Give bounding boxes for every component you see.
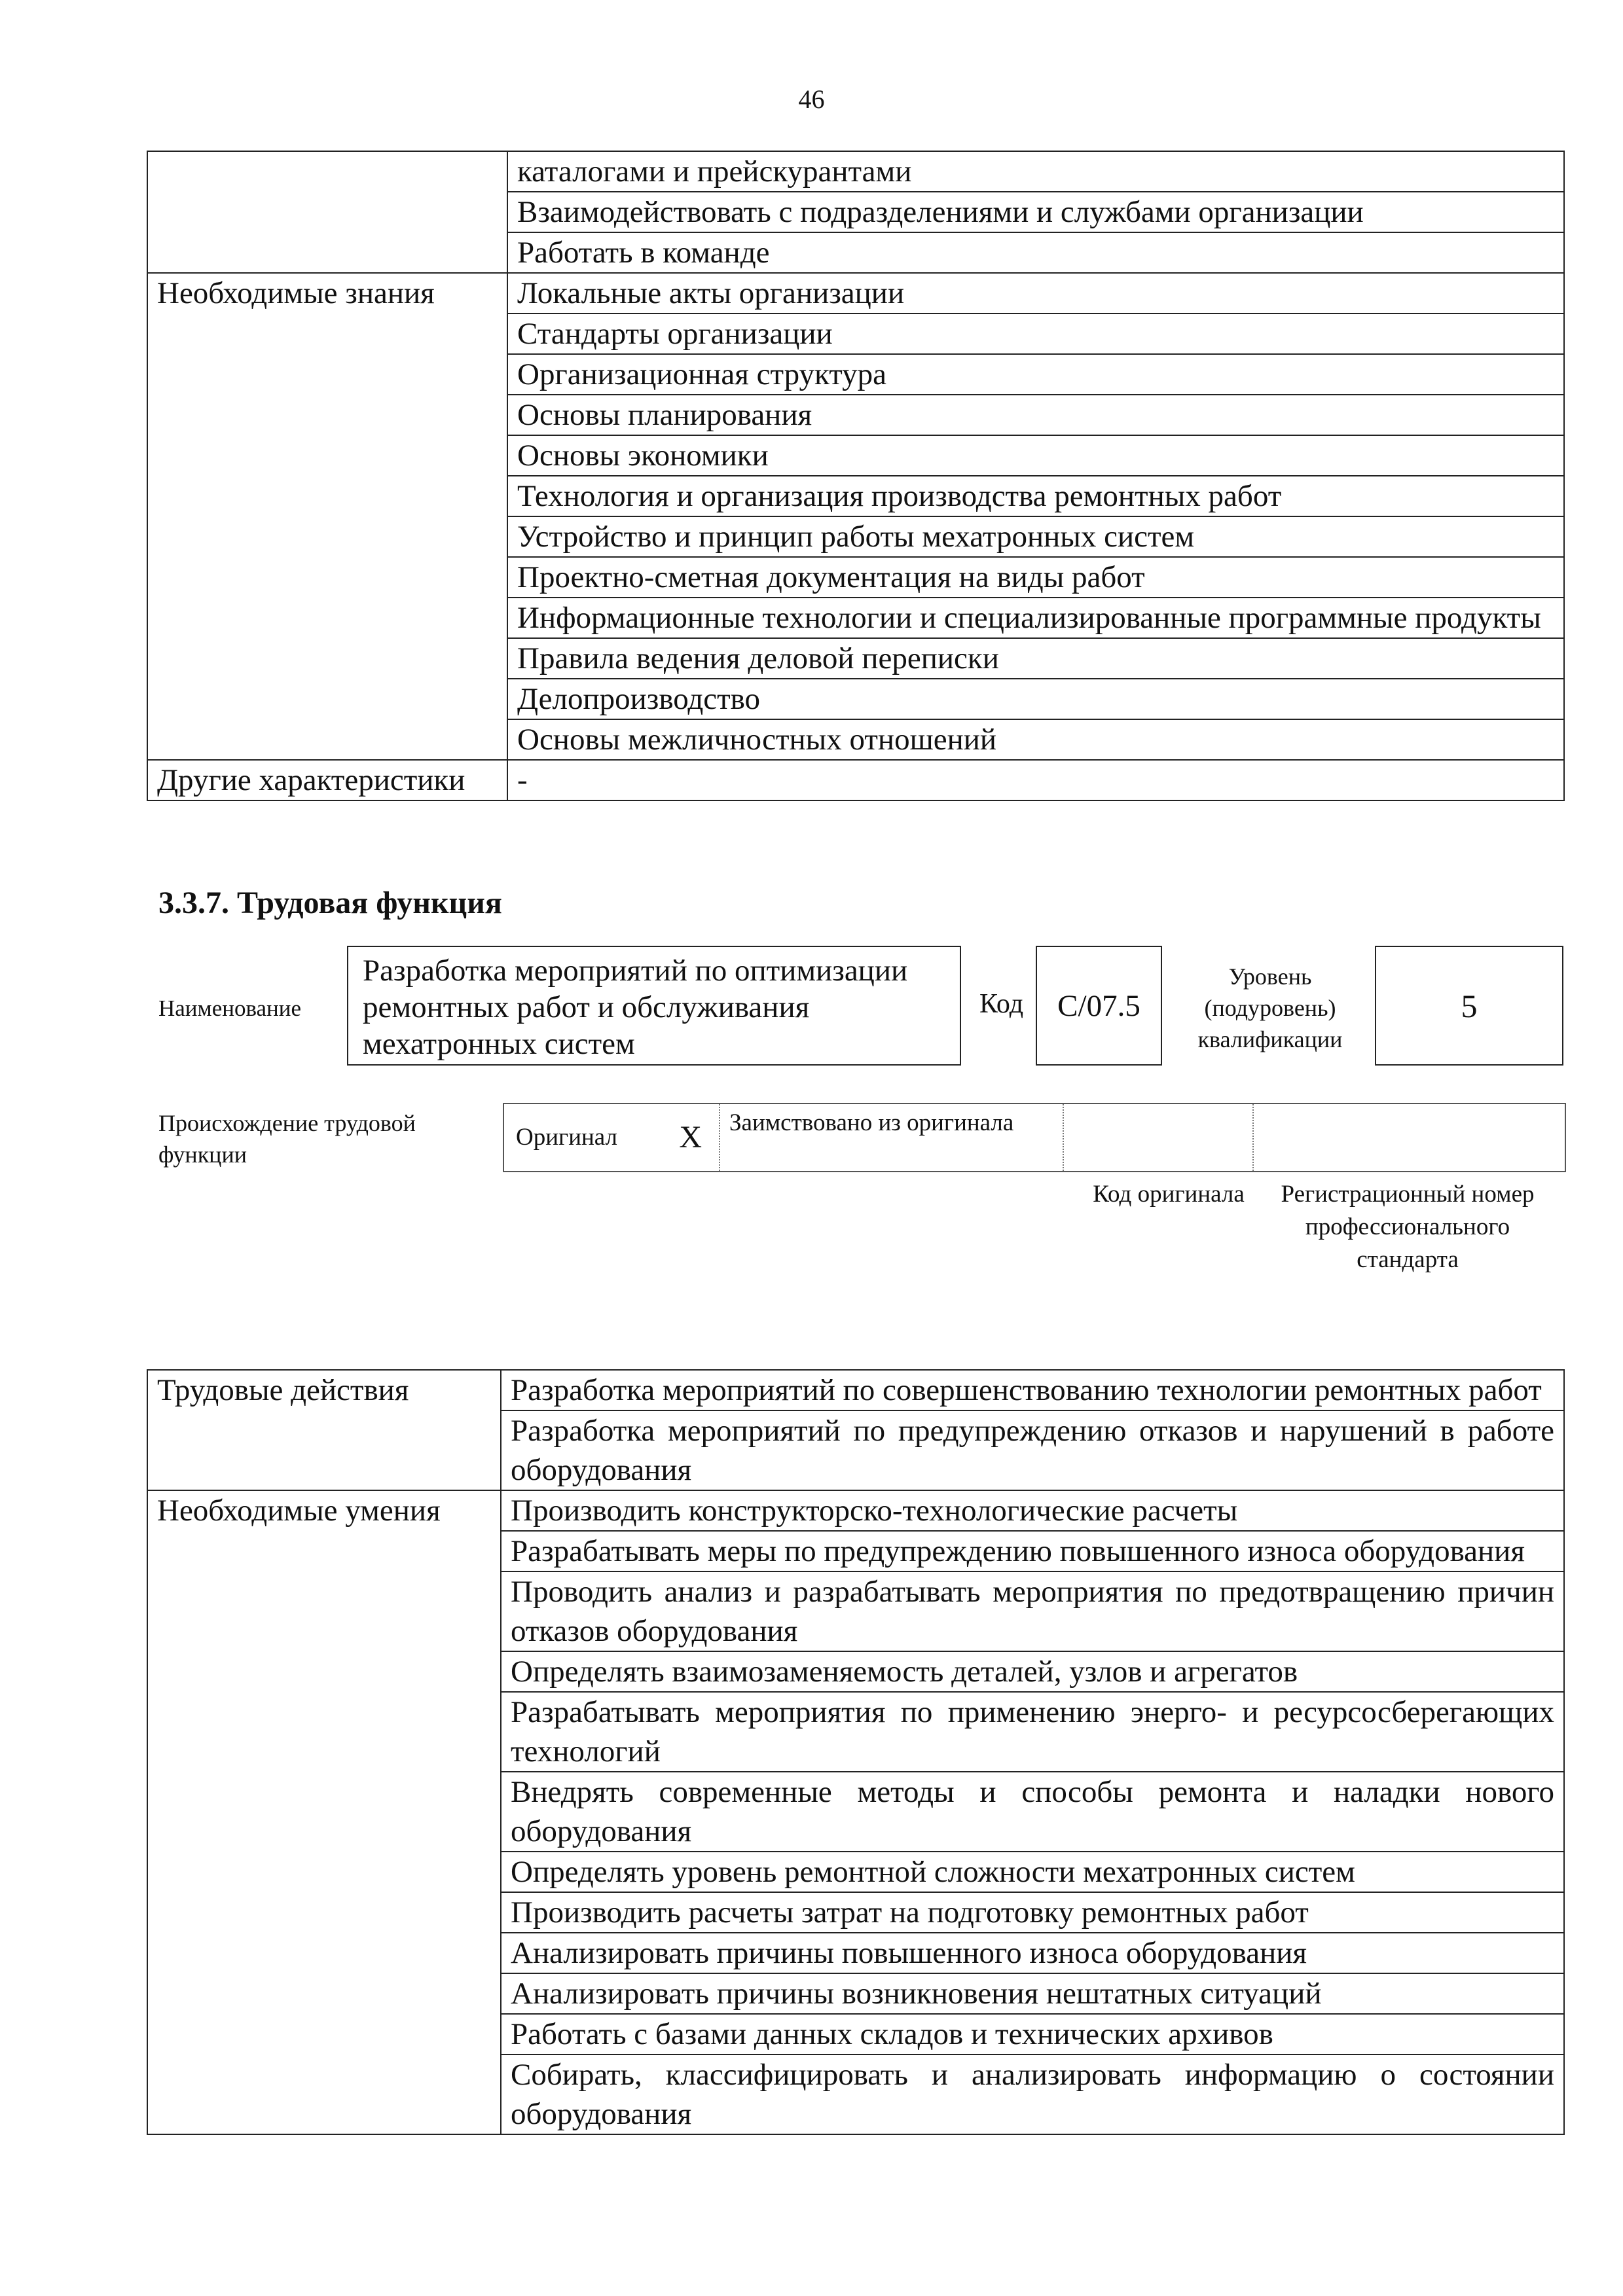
row-label: Необходимые умения xyxy=(147,1490,501,2134)
original-mark: X xyxy=(679,1120,702,1155)
row-item: Разрабатывать мероприятия по применению энерго- и ресурсосберегающих технологий xyxy=(501,1692,1564,1772)
caption-original-code: Код оригинала xyxy=(1093,1181,1245,1208)
row-item: Внедрять современные методы и способы ремонта и наладки нового оборудования xyxy=(501,1772,1564,1852)
row-item: Собирать, классифицировать и анализировать информацию о состоянии оборудования xyxy=(501,2054,1564,2134)
row-item: Определять уровень ремонтной сложности мехатронных систем xyxy=(501,1852,1564,1892)
row-item: Производить конструкторско-технологические расчеты xyxy=(501,1490,1564,1531)
function-name-box: Разработка мероприятий по оптимизации ремонтных работ и обслуживания мехатронных систем xyxy=(347,946,961,1066)
name-label: Наименование xyxy=(158,996,302,1021)
row-item: Организационная структура xyxy=(507,354,1564,395)
row-item: Делопроизводство xyxy=(507,679,1564,719)
row-item: Проводить анализ и разрабатывать мероприятия по предотвращению причин отказов оборудования xyxy=(501,1571,1564,1651)
row-label: Другие характеристики xyxy=(147,760,507,800)
row-item: Работать в команде xyxy=(507,232,1564,273)
row-item: Анализировать причины возникновения нештатных ситуаций xyxy=(501,1973,1564,2014)
origin-reg-cell xyxy=(1254,1104,1565,1171)
code-label: Код xyxy=(979,989,1024,1019)
level-label: Уровень (подуровень) квалификации xyxy=(1197,963,1343,1052)
row-item: Производить расчеты затрат на подготовку ремонтных работ xyxy=(501,1892,1564,1933)
row-item: Информационные технологии и специализированные программные продукты xyxy=(507,598,1564,638)
level-value-box: 5 xyxy=(1375,946,1563,1066)
row-item: Взаимодействовать с подразделениями и службами организации xyxy=(507,192,1564,232)
knowledge-table xyxy=(147,151,1565,801)
row-item: Проектно-сметная документация на виды работ xyxy=(507,557,1564,598)
row-item: Основы планирования xyxy=(507,395,1564,435)
table-row xyxy=(147,760,1564,800)
caption-registration-number: Регистрационный номер профессионального стандарта xyxy=(1281,1181,1535,1273)
code-value-box: С/07.5 xyxy=(1036,946,1162,1066)
row-item: Стандарты организации xyxy=(507,314,1564,354)
row-item: Локальные акты организации xyxy=(507,273,1564,314)
section-heading: 3.3.7. Трудовая функция xyxy=(158,886,502,920)
row-item: Разработка мероприятий по совершенствованию технологии ремонтных работ xyxy=(501,1370,1564,1410)
row-item: - xyxy=(507,760,1564,800)
row-label xyxy=(147,151,507,273)
row-item: Технология и организация производства ремонтных работ xyxy=(507,476,1564,516)
table-row xyxy=(147,273,1564,314)
table-row xyxy=(147,151,1564,192)
row-item: Определять взаимозаменяемость деталей, узлов и агрегатов xyxy=(501,1651,1564,1692)
row-item: Анализировать причины повышенного износа оборудования xyxy=(501,1933,1564,1973)
row-item: Разрабатывать меры по предупреждению повышенного износа оборудования xyxy=(501,1531,1564,1571)
table-row xyxy=(147,1490,1564,1531)
origin-code-cell xyxy=(1064,1104,1254,1171)
row-item: каталогами и прейскурантами xyxy=(507,151,1564,192)
table-row xyxy=(147,1370,1564,1410)
origin-original-cell xyxy=(504,1104,720,1171)
row-item: Правила ведения деловой переписки xyxy=(507,638,1564,679)
actions-skills-table xyxy=(147,1369,1565,2135)
row-label: Необходимые знания xyxy=(147,273,507,760)
row-item: Разработка мероприятий по предупреждению отказов и нарушений в работе оборудования xyxy=(501,1410,1564,1490)
row-item: Устройство и принцип работы мехатронных систем xyxy=(507,516,1564,557)
origin-row xyxy=(503,1103,1566,1172)
row-item: Основы экономики xyxy=(507,435,1564,476)
origin-label: Происхождение трудовой функции xyxy=(158,1110,416,1168)
origin-borrowed-cell: Заимствовано из оригинала xyxy=(720,1104,1064,1171)
row-item: Работать с базами данных складов и технических архивов xyxy=(501,2014,1564,2054)
row-item: Основы межличностных отношений xyxy=(507,719,1564,760)
original-label: Оригинал xyxy=(516,1124,618,1151)
row-label: Трудовые действия xyxy=(147,1370,501,1490)
page-number: 46 xyxy=(798,84,825,114)
